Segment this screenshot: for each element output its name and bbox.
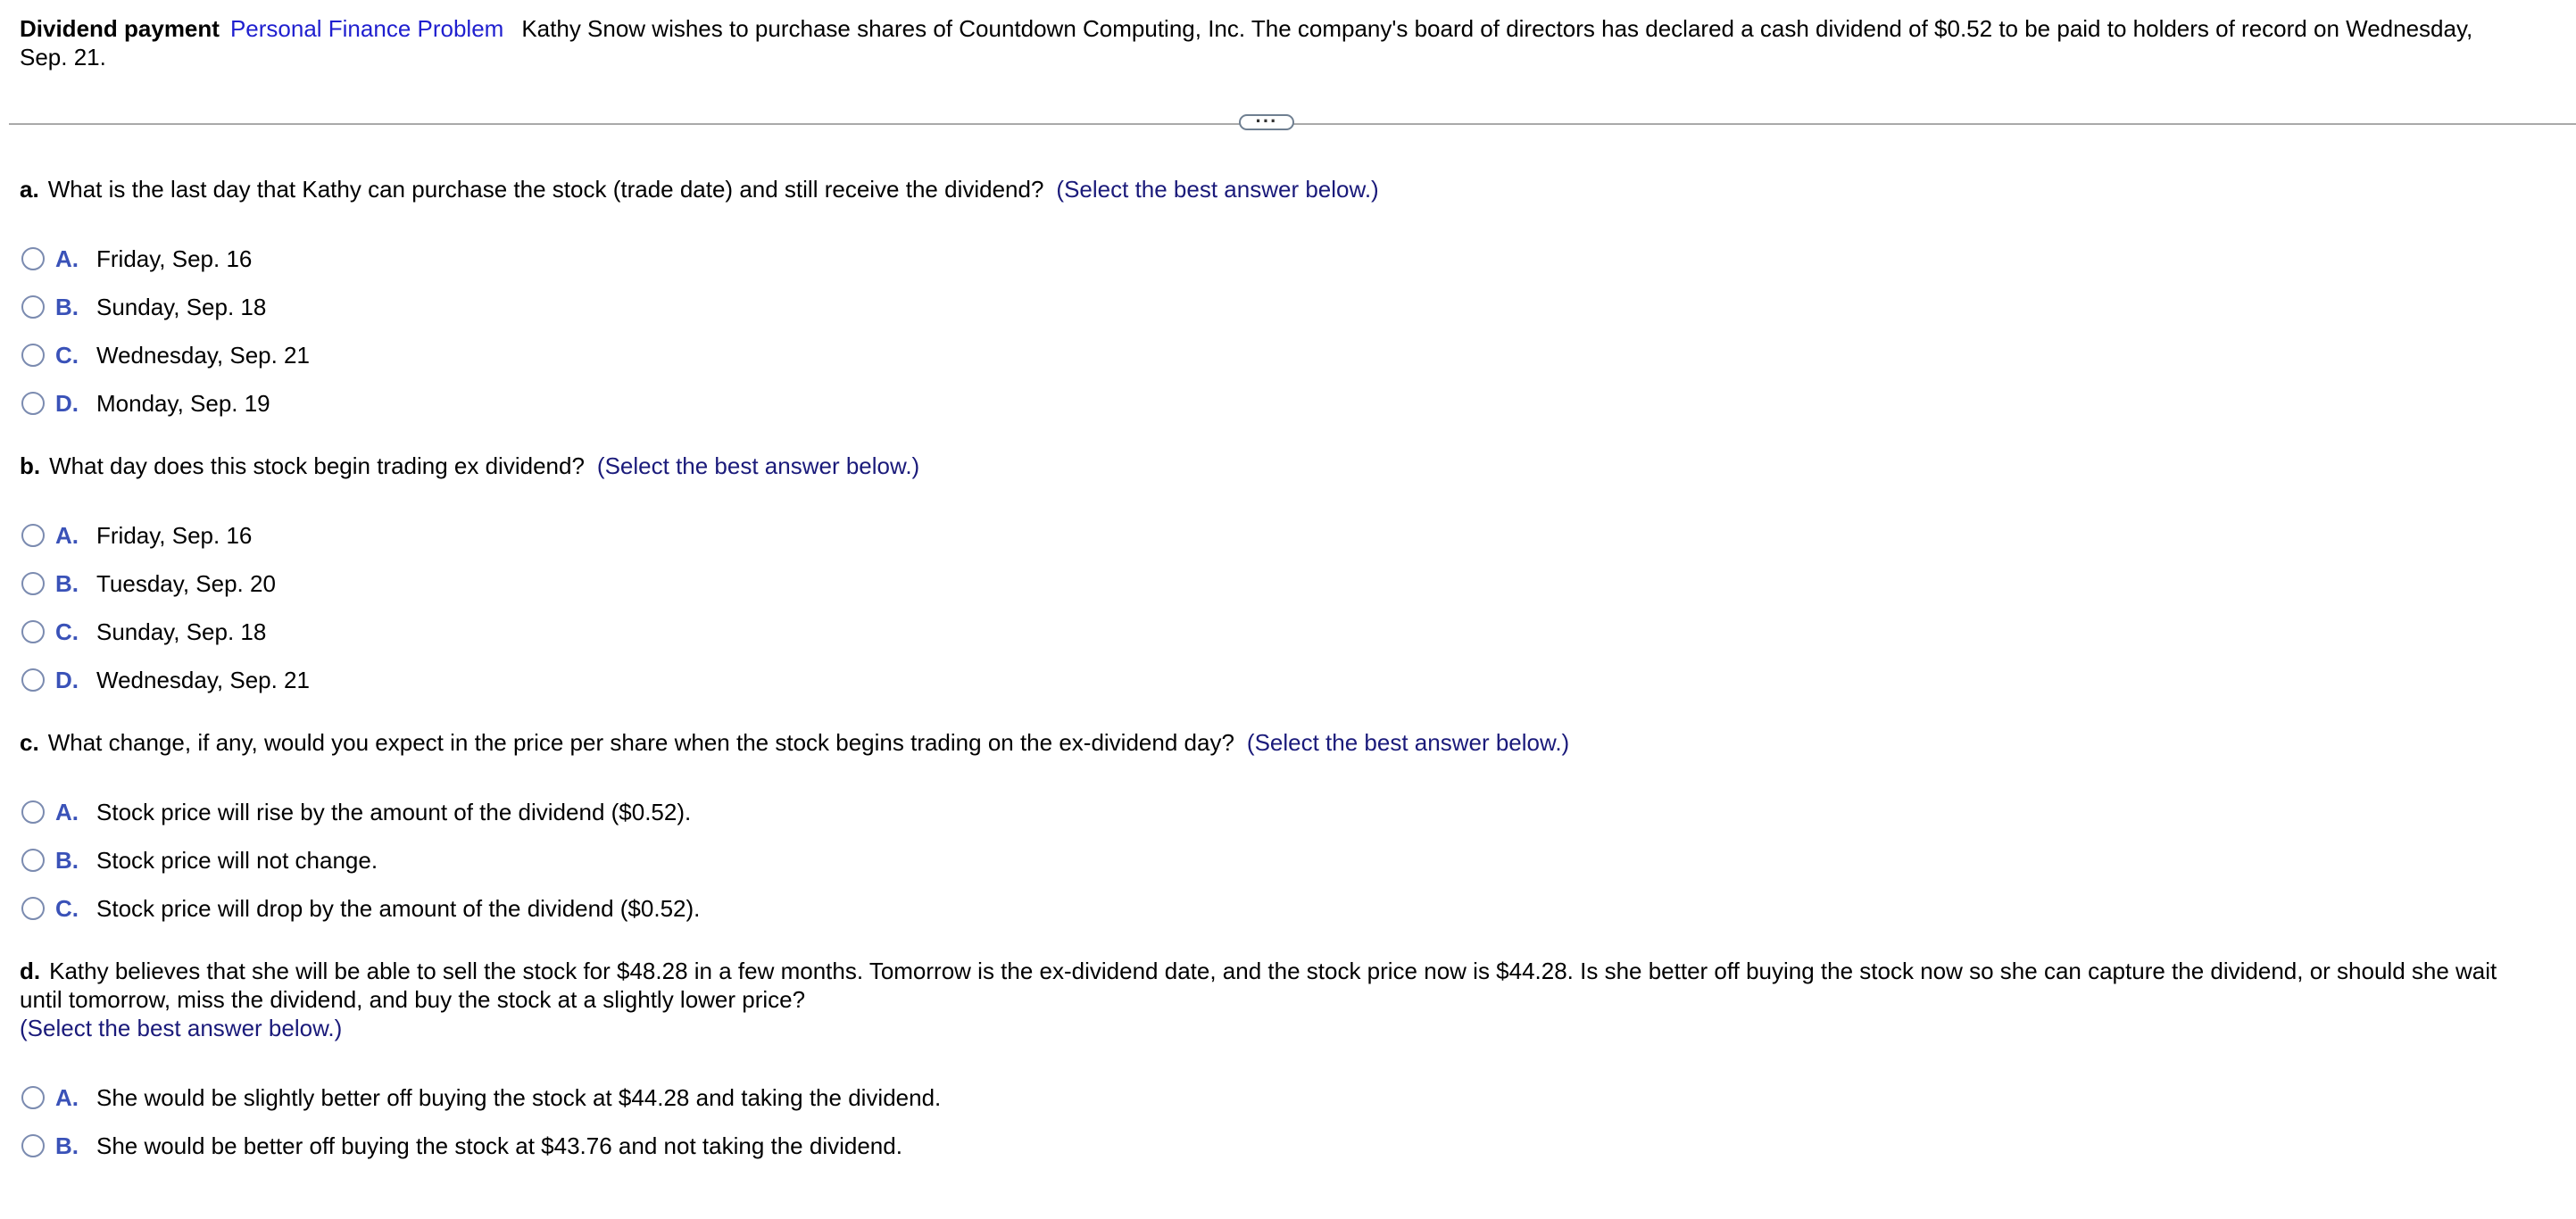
option-text: She would be slightly better off buying the stock at $44.28 and taking the dividend. bbox=[96, 1084, 942, 1111]
option-b-c[interactable] bbox=[21, 618, 266, 646]
question-d bbox=[20, 957, 2519, 1042]
option-letter: D. bbox=[55, 667, 79, 693]
option-text: She would be better off buying the stock at $43.76 and not taking the dividend. bbox=[96, 1132, 902, 1159]
option-letter: D. bbox=[55, 390, 79, 417]
question-letter: d. bbox=[20, 958, 41, 984]
radio-button-icon[interactable] bbox=[21, 247, 45, 270]
option-text: Sunday, Sep. 18 bbox=[96, 618, 267, 645]
ellipsis-icon: ··· bbox=[1255, 110, 1278, 132]
question-instruction: (Select the best answer below.) bbox=[596, 452, 920, 479]
option-letter: C. bbox=[55, 618, 79, 645]
radio-button-icon[interactable] bbox=[21, 344, 45, 367]
option-text: Tuesday, Sep. 20 bbox=[96, 570, 276, 597]
question-a bbox=[20, 175, 2519, 203]
option-letter: C. bbox=[55, 342, 79, 369]
option-text: Sunday, Sep. 18 bbox=[96, 294, 267, 320]
option-text: Stock price will not change. bbox=[96, 847, 378, 874]
radio-button-icon[interactable] bbox=[21, 524, 45, 547]
option-text: Friday, Sep. 16 bbox=[96, 245, 253, 272]
radio-button-icon[interactable] bbox=[21, 849, 45, 872]
option-a-c[interactable] bbox=[21, 341, 310, 369]
option-text: Stock price will drop by the amount of the dividend ($0.52). bbox=[96, 895, 701, 922]
option-text: Stock price will rise by the amount of the dividend ($0.52). bbox=[96, 799, 692, 825]
question-text: What change, if any, would you expect in the price per share when the stock begins trading on the ex-dividend day? bbox=[47, 729, 1234, 756]
option-text: Wednesday, Sep. 21 bbox=[96, 342, 310, 369]
problem-subtitle: Personal Finance Problem bbox=[229, 15, 504, 42]
radio-button-icon[interactable] bbox=[21, 1086, 45, 1109]
option-letter: B. bbox=[55, 847, 79, 874]
option-c-a[interactable] bbox=[21, 798, 691, 826]
problem-statement: Kathy Snow wishes to purchase shares of Countdown Computing, Inc. The company's board of directors has declared a cash dividend of $0.52 to be paid to holders of record on Wednesday, Sep. 21. bbox=[20, 15, 2473, 70]
radio-button-icon[interactable] bbox=[21, 620, 45, 643]
problem-intro bbox=[20, 14, 2519, 71]
radio-button-icon[interactable] bbox=[21, 668, 45, 692]
option-c-b[interactable] bbox=[21, 846, 378, 875]
radio-button-icon[interactable] bbox=[21, 800, 45, 824]
option-letter: B. bbox=[55, 570, 79, 597]
radio-button-icon[interactable] bbox=[21, 1134, 45, 1157]
question-text: Kathy believes that she will be able to sell the stock for $48.28 in a few months. Tomorrow is the ex-dividend date, and the stock price now is $44.28. Is she better off buying the stock now so she can capture the dividend, or should she wait until tomorrow, miss the dividend, and buy the stock at a slightly lower price? bbox=[20, 958, 2497, 1013]
option-b-d[interactable] bbox=[21, 666, 310, 694]
radio-button-icon[interactable] bbox=[21, 572, 45, 595]
option-letter: C. bbox=[55, 895, 79, 922]
option-a-b[interactable] bbox=[21, 293, 266, 321]
option-a-d[interactable] bbox=[21, 389, 270, 418]
option-d-a[interactable] bbox=[21, 1083, 941, 1112]
question-b bbox=[20, 452, 2519, 480]
option-d-b[interactable] bbox=[21, 1132, 902, 1160]
option-text: Monday, Sep. 19 bbox=[96, 390, 270, 417]
option-b-b[interactable] bbox=[21, 569, 276, 598]
question-instruction: (Select the best answer below.) bbox=[1056, 176, 1379, 203]
option-letter: A. bbox=[55, 799, 79, 825]
radio-button-icon[interactable] bbox=[21, 295, 45, 319]
option-letter: A. bbox=[55, 245, 79, 272]
question-letter: a. bbox=[20, 176, 39, 203]
option-letter: B. bbox=[55, 1132, 79, 1159]
option-text: Friday, Sep. 16 bbox=[96, 522, 253, 549]
radio-button-icon[interactable] bbox=[21, 392, 45, 415]
problem-title: Dividend payment bbox=[20, 15, 220, 42]
option-letter: A. bbox=[55, 1084, 79, 1111]
expand-more-button[interactable] bbox=[1239, 110, 1294, 132]
option-a-a[interactable] bbox=[21, 245, 252, 273]
option-text: Wednesday, Sep. 21 bbox=[96, 667, 310, 693]
radio-button-icon[interactable] bbox=[21, 897, 45, 920]
option-c-c[interactable] bbox=[21, 894, 700, 923]
option-b-a[interactable] bbox=[21, 521, 252, 550]
option-letter: A. bbox=[55, 522, 79, 549]
question-text: What is the last day that Kathy can purchase the stock (trade date) and still receive the dividend? bbox=[47, 176, 1044, 203]
question-text: What day does this stock begin trading ex dividend? bbox=[49, 452, 585, 479]
question-letter: b. bbox=[20, 452, 41, 479]
question-instruction: (Select the best answer below.) bbox=[1246, 729, 1570, 756]
question-instruction: (Select the best answer below.) bbox=[20, 1015, 343, 1041]
question-c bbox=[20, 728, 2519, 757]
question-letter: c. bbox=[20, 729, 39, 756]
option-letter: B. bbox=[55, 294, 79, 320]
